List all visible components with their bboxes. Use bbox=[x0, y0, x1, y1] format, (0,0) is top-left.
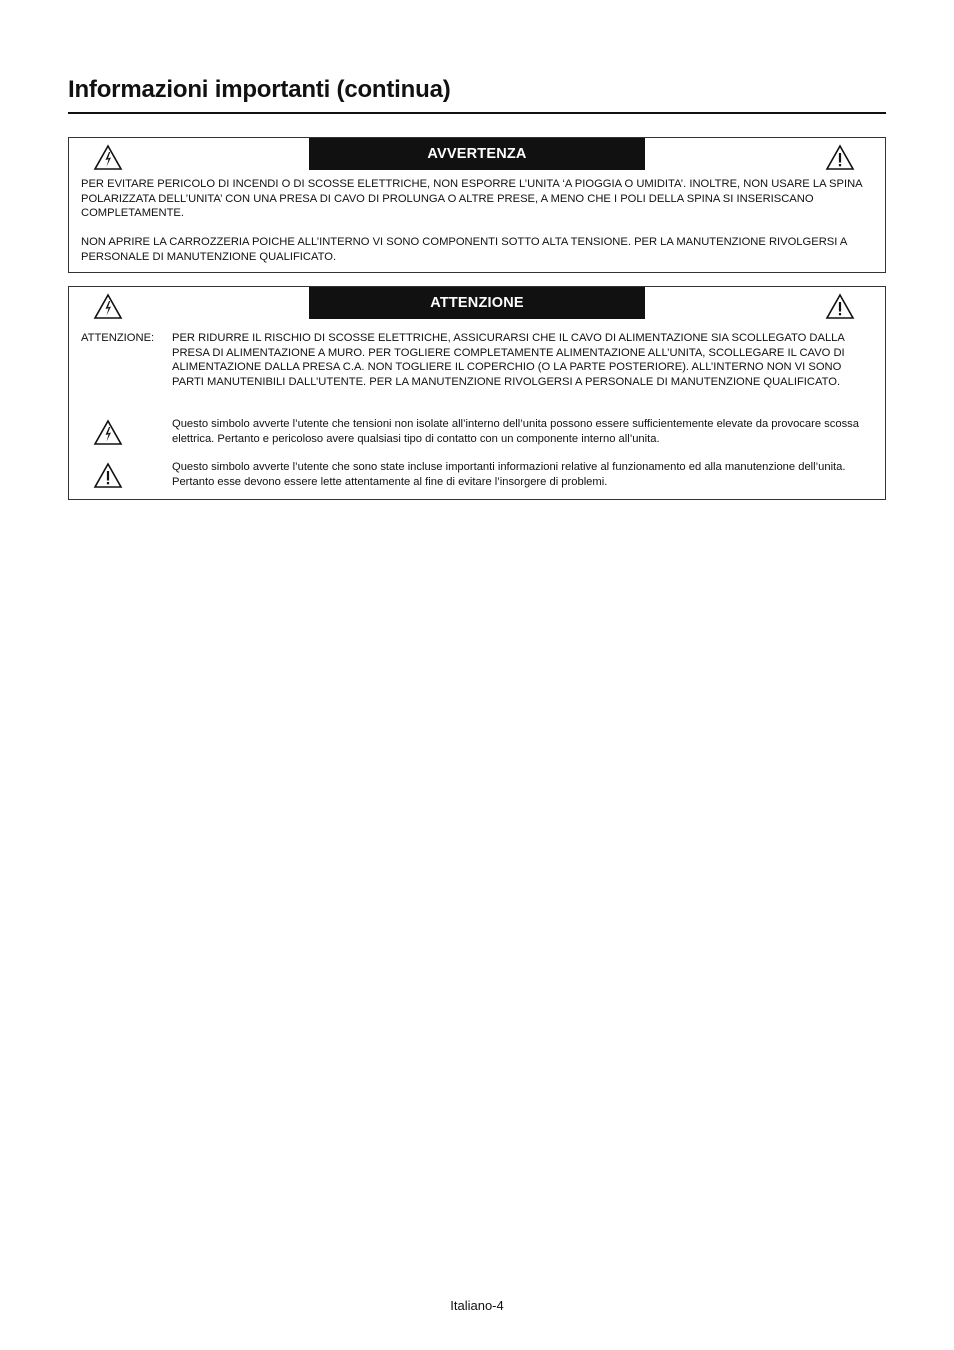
title-divider bbox=[68, 112, 886, 114]
lightning-triangle-icon bbox=[93, 144, 123, 171]
exclamation-triangle-icon bbox=[93, 462, 123, 489]
symbol-description: Questo simbolo avverte l’utente che tensioni non isolate all’interno dell’unita possono essere sufficientemente elevate da provocare scossa elettrica. Pertanto e pericoloso avere qualsiasi tipo di contatto con un componente interno all’unita. bbox=[172, 418, 859, 445]
caution-label: ATTENZIONE: bbox=[81, 332, 155, 344]
page-title: Informazioni importanti (continua) bbox=[68, 76, 451, 103]
exclamation-triangle-icon bbox=[825, 293, 855, 320]
warning-body bbox=[81, 177, 877, 265]
caution-box bbox=[68, 286, 886, 500]
exclamation-triangle-icon bbox=[825, 144, 855, 171]
lightning-triangle-icon bbox=[93, 419, 123, 446]
warning-box bbox=[68, 137, 886, 273]
warning-heading: AVVERTENZA bbox=[309, 138, 645, 170]
warning-paragraph: NON APRIRE LA CARROZZERIA POICHE ALL’INTERNO VI SONO COMPONENTI SOTTO ALTA TENSIONE. PER LA MANUTENZIONE RIVOLGERSI A PERSONALE DI MANUTENZIONE QUALIFICATO. bbox=[81, 236, 847, 263]
warning-paragraph: PER EVITARE PERICOLO DI INCENDI O DI SCOSSE ELETTRICHE, NON ESPORRE L’UNITA ‘A PIOGGIA O UMIDITA’. INOLTRE, NON USARE LA SPINA POLARIZZATA DELL’UNITA’ CON UNA PRESA DI CAVO DI PROLUNGA O ALTRE PRESE, A MENO CHE I POLI DELLA SPINA SI INSERISCANO COMPLETAMENTE. bbox=[81, 178, 862, 220]
caution-heading: ATTENZIONE bbox=[309, 287, 645, 319]
symbol-description: Questo simbolo avverte l’utente che sono state incluse importanti informazioni relative al funzionamento ed alla manutenzione dell’unita. Pertanto esse devono essere lette attentamente al fine di evitare l’insorgere di problemi. bbox=[172, 461, 846, 488]
page-number: Italiano-4 bbox=[450, 1298, 504, 1313]
caution-body: PER RIDURRE IL RISCHIO DI SCOSSE ELETTRICHE, ASSICURARSI CHE IL CAVO DI ALIMENTAZIONE SIA SCOLLEGATO DALLA PRESA DI ALIMENTAZIONE A MURO. PER TOGLIERE COMPLETAMENTE ALIMENTAZIONE ALL’UNITA, SCOLLEGARE IL CAVO DI ALIMENTAZIONE DALLA PRESA C.A. NON TOGLIERE IL COPERCHIO (O LA PARTE POSTERIORE). ALL’INTERNO NON VI SONO PARTI MANUTENIBILI DALL’UTENTE. PER LA MANUTENZIONE RIVOLGERSI A PERSONALE DI MANUTENZIONE QUALIFICATO. bbox=[172, 332, 845, 388]
lightning-triangle-icon bbox=[93, 293, 123, 320]
